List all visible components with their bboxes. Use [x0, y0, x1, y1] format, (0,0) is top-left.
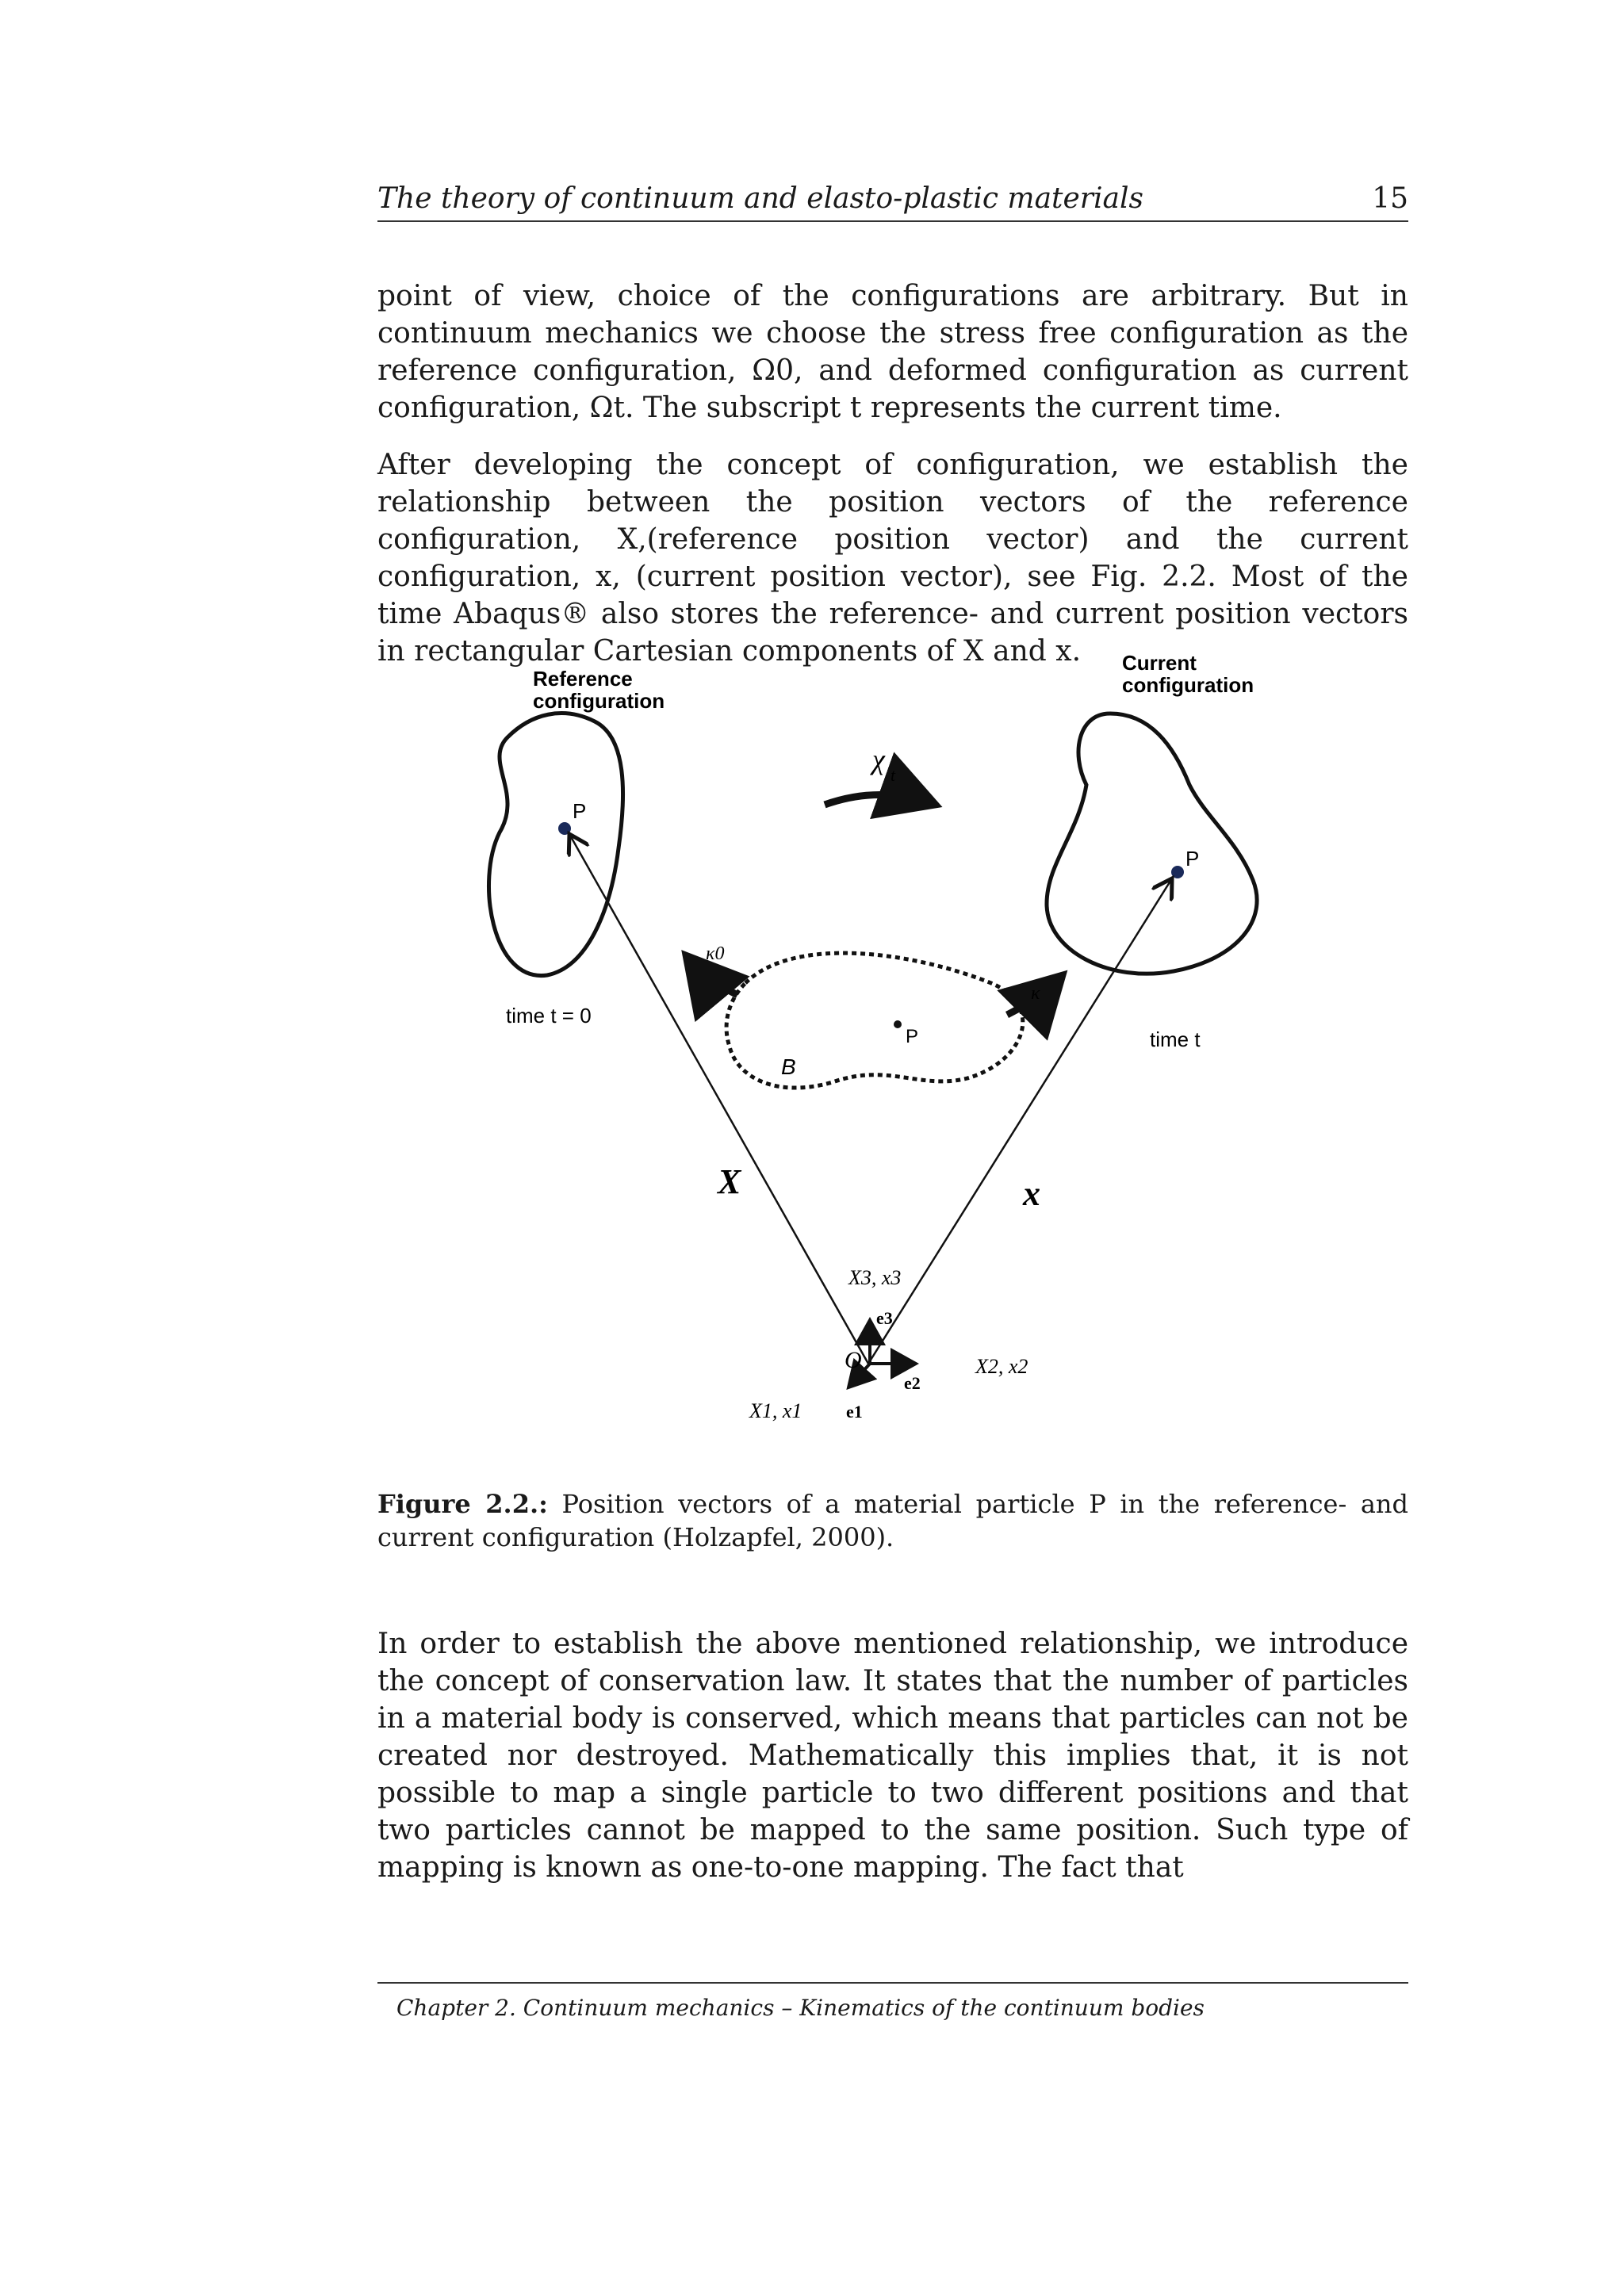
current-label: Current [1122, 651, 1197, 675]
chi-label: χ [872, 744, 885, 775]
kappa-label: κ [1031, 983, 1040, 1004]
paragraph-line: Most of the time Abaqus® also stores the reference- and current position vectors [377, 561, 1408, 630]
time-t-label: time t [1150, 1027, 1201, 1051]
current-label: configuration [1122, 673, 1254, 697]
p-label: P [1185, 847, 1200, 871]
e2-label: e2 [904, 1373, 921, 1393]
reference-label: Reference [533, 667, 633, 691]
paragraph-line: In order to establish the above mentioned relationship, we introduce the concept [377, 1628, 1408, 1697]
paragraph-line: two different positions and that two particles cannot be mapped to the same [377, 1777, 1408, 1846]
figure-caption [377, 1487, 1408, 1554]
x-reference-label: X [718, 1162, 741, 1201]
axis2-label: X2, x2 [975, 1355, 1028, 1378]
page-number: 15 [1372, 182, 1408, 215]
reference-body [489, 714, 623, 976]
paragraph-3 [377, 1625, 1408, 1886]
paragraph-line: Mathematically this implies that, it is not possible to map a single particle to [377, 1739, 1409, 1809]
paragraph-2 [377, 446, 1408, 670]
caption-text: Position vectors of a material particle P in the reference- and current configuration (Holzapfel, 2000). [377, 1489, 1409, 1552]
paragraph-line: of conservation law. It states that the number of particles in a material body [377, 1665, 1408, 1735]
b-label: B [781, 1054, 796, 1079]
x-current-label: x [1023, 1174, 1040, 1213]
configuration-figure [476, 650, 1332, 1459]
paragraph-line: vector) and the current configuration, x, (current position vector), see Fig. 2.2. [377, 523, 1408, 593]
chi-arrow [825, 795, 936, 806]
e3-label: e3 [876, 1308, 893, 1328]
paragraph-line: represents the current time. [870, 392, 1282, 424]
paragraph-line: point of view, choice of the configurations are arbitrary. But in continuum [377, 280, 1408, 350]
paragraph-line: is conserved, which means that particles can not be created nor destroyed. [377, 1702, 1408, 1772]
page-header [377, 176, 1408, 222]
e1-label: e1 [846, 1402, 863, 1422]
paragraph-line: mechanics we choose the stress free configuration as the reference configuration, [377, 317, 1409, 387]
current-body [1047, 714, 1257, 974]
p-label: P [573, 799, 587, 823]
vector-x-current [868, 878, 1172, 1364]
page-footer [377, 1982, 1408, 2021]
time-zero-label: time t = 0 [506, 1004, 592, 1027]
reference-label: configuration [533, 689, 665, 713]
paragraph-line: between the position vectors of the reference configuration, X,(reference position [377, 486, 1408, 556]
origin-label: O [845, 1347, 862, 1373]
paragraph-line: in rectangular Cartesian components of X and x. [377, 635, 1082, 668]
axis3-label: X3, x3 [848, 1266, 902, 1289]
point-p-current [1171, 866, 1184, 878]
paragraph-line: Ω0, and deformed configuration as current configuration, Ωt. The subscript t [377, 354, 1408, 424]
kappa0-label: κ0 [706, 943, 725, 964]
point-p-body [894, 1020, 902, 1028]
paragraph-1 [377, 277, 1408, 427]
paragraph-line: position. Such type of mapping is known as one-to-one mapping. The fact that [377, 1814, 1408, 1884]
running-title: The theory of continuum and elasto-plastic materials [377, 182, 1143, 215]
body-b [726, 953, 1023, 1088]
axis1-label: X1, x1 [749, 1399, 802, 1422]
vector-x-reference [569, 834, 868, 1364]
p-label: P [906, 1026, 919, 1047]
paragraph-line: After developing the concept of configuration, we establish the relationship [377, 449, 1408, 519]
footer-text: Chapter 2. Continuum mechanics – Kinematics of the continuum bodies [396, 1995, 1205, 2021]
point-p-reference [558, 822, 571, 835]
chi-subscript: t [891, 765, 896, 785]
caption-label: Figure 2.2.: [377, 1489, 548, 1519]
